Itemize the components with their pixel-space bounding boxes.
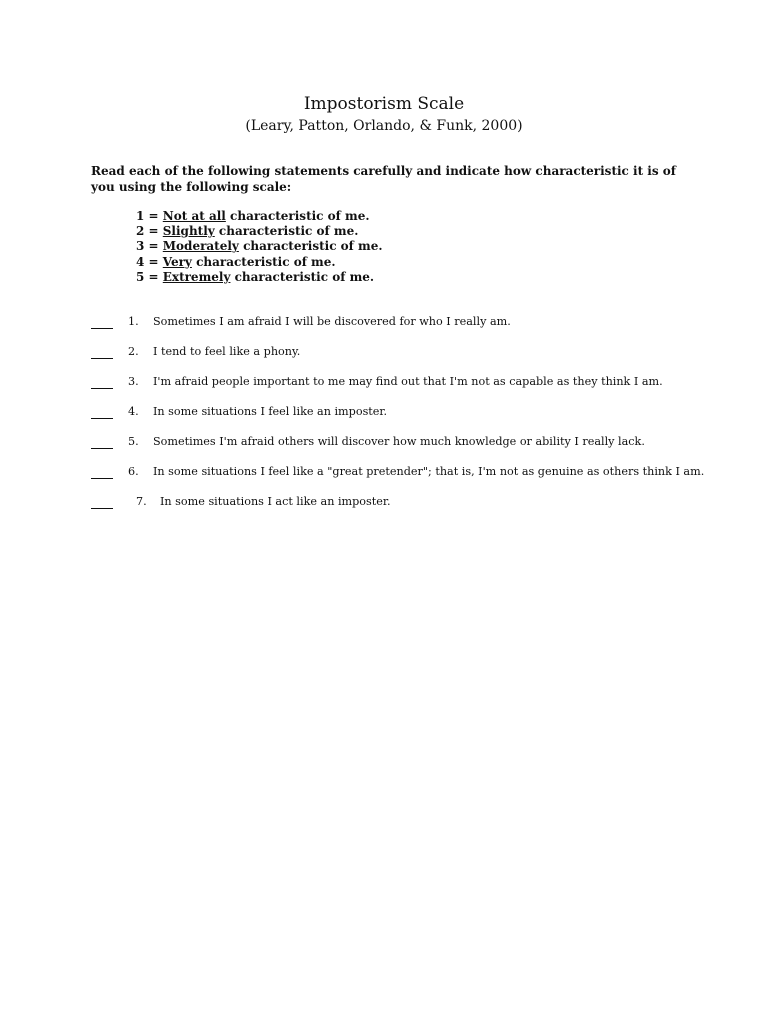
answer-blank[interactable] [91,464,113,479]
scale-value: 3 = [136,239,163,254]
list-item [91,404,711,434]
scale-line [136,209,536,224]
item-list [91,314,711,524]
list-item [91,434,711,464]
scale-emphasis: Slightly [162,224,215,239]
scale-value: 1 = [136,209,163,223]
item-text: Sometimes I'm afraid others will discover how much knowledge or ability I really lack. [153,435,645,448]
list-item [91,374,711,404]
scale-emphasis: Not at all [162,209,226,223]
scale-line [136,255,536,270]
scale-description: characteristic of me. [191,254,336,269]
citation: (Leary, Patton, Orlando, & Funk, 2000) [245,118,523,134]
answer-blank[interactable] [91,404,113,419]
answer-blank[interactable] [91,314,113,329]
scale-line [136,224,536,239]
answer-blank[interactable] [91,434,113,449]
item-text: I tend to feel like a phony. [153,345,301,358]
instructions: Read each of the following statements carefully and indicate how characteristic it is of you using the following scale: [91,164,676,194]
scale-emphasis: Extremely [162,269,231,284]
item-number: 7. [136,495,147,508]
item-number: 3. [128,375,139,388]
rating-scale [136,209,536,285]
list-item [91,344,711,374]
item-number: 1. [128,315,139,328]
scale-description: characteristic of me. [238,239,383,254]
list-item [91,314,711,344]
item-text: In some situations I feel like a "great pretender"; that is, I'm not as genuine as others think I am. [153,465,705,478]
scale-description: characteristic of me. [214,224,359,239]
item-text: Sometimes I am afraid I will be discovered for who I really am. [153,315,511,328]
item-text: I'm afraid people important to me may find out that I'm not as capable as they think I am. [153,375,663,388]
item-text: In some situations I act like an imposter. [160,495,391,508]
scale-value: 2 = [136,224,163,239]
page-title: Impostorism Scale [303,94,465,114]
item-number: 5. [128,435,139,448]
scale-value: 4 = [136,254,163,269]
list-item [91,494,711,524]
scale-description: characteristic of me. [230,269,375,284]
scale-emphasis: Very [162,254,192,269]
answer-blank[interactable] [91,494,113,509]
scale-emphasis: Moderately [162,239,239,254]
item-text: In some situations I feel like an imposter. [153,405,388,418]
list-item [91,464,711,494]
answer-blank[interactable] [91,374,113,389]
scale-line [136,270,536,285]
item-number: 4. [128,405,139,418]
scale-description: characteristic of me. [225,209,370,223]
item-number: 6. [128,465,139,478]
answer-blank[interactable] [91,344,113,359]
scale-value: 5 = [136,269,163,284]
scale-line [136,239,536,254]
item-number: 2. [128,345,139,358]
